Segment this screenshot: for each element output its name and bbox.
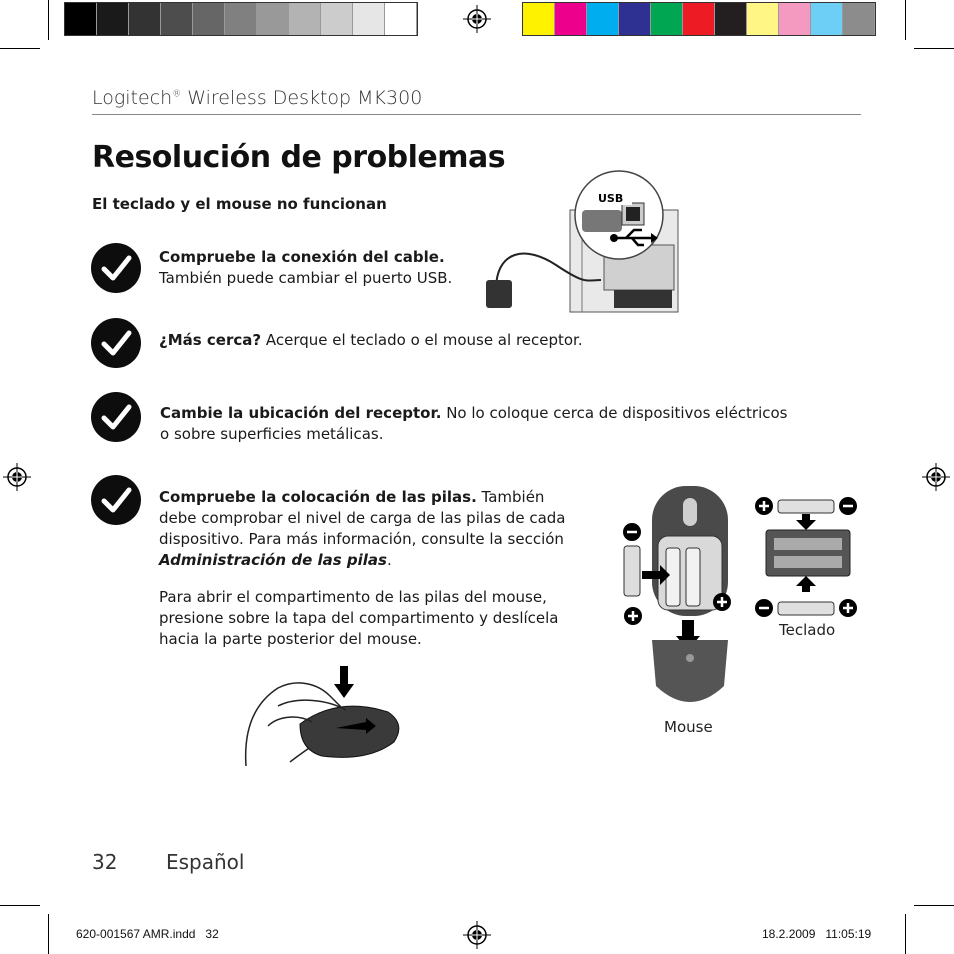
color-swatch (523, 3, 555, 35)
mouse-caption: Mouse (664, 718, 713, 736)
color-swatch (779, 3, 811, 35)
color-swatch (97, 3, 129, 35)
keyboard-battery-illustration (752, 494, 862, 626)
color-swatch (321, 3, 353, 35)
color-swatch (811, 3, 843, 35)
crop-mark (0, 48, 40, 49)
color-swatch (385, 3, 417, 35)
troubleshoot-item-receptor: Cambie la ubicación del receptor. No lo coloque cerca de dispositivos eléctricos o sobre superficies metálicas. (160, 404, 788, 443)
battery-section-link[interactable]: Administración de las pilas (159, 551, 387, 569)
crop-mark (48, 914, 49, 954)
usb-label: USB (598, 192, 624, 205)
keyboard-caption: Teclado (779, 621, 836, 639)
footer-language: Español (166, 850, 245, 874)
battery-instructions: Para abrir el compartimento de las pilas del mouse, presione sobre la tapa del compartimento y deslícela hacia la parte posterior del mouse. (159, 588, 559, 648)
slug-file-info: 620-001567 AMR.indd 32 (76, 927, 219, 941)
crop-mark (48, 0, 49, 40)
process-color-bar (522, 2, 876, 36)
crop-mark (905, 914, 906, 954)
running-header: Logitech® Wireless Desktop MK300 (92, 87, 423, 109)
checkmark-icon (91, 318, 141, 368)
usb-connection-illustration (486, 170, 682, 315)
color-swatch (747, 3, 779, 35)
color-swatch (289, 3, 321, 35)
color-swatch (225, 3, 257, 35)
color-swatch (587, 3, 619, 35)
troubleshoot-item-batteries: Compruebe la colocación de las pilas. También debe comprobar el nivel de carga de las pilas de cada dispositivo. Para más información, consulte la sección Administración de las pilas. (159, 488, 566, 569)
color-swatch (651, 3, 683, 35)
color-swatch (715, 3, 747, 35)
troubleshoot-item-closer: ¿Más cerca? Acerque el teclado o el mouse al receptor. (159, 331, 583, 349)
color-swatch (353, 3, 385, 35)
section-subtitle: El teclado y el mouse no funcionan (92, 195, 387, 213)
slug-datetime: 18.2.2009 11:05:19 (762, 927, 872, 941)
header-divider (92, 114, 861, 115)
color-swatch (193, 3, 225, 35)
registration-mark-icon (463, 921, 491, 949)
checkmark-icon (91, 243, 141, 293)
troubleshoot-item-cable: Compruebe la conexión del cable. También puede cambiar el puerto USB. (159, 248, 453, 287)
color-swatch (555, 3, 587, 35)
registration-mark-icon (463, 5, 491, 33)
crop-mark (0, 905, 40, 906)
color-swatch (619, 3, 651, 35)
color-swatch (843, 3, 875, 35)
checkmark-icon (91, 392, 141, 442)
color-swatch (257, 3, 289, 35)
crop-mark (905, 0, 906, 40)
color-swatch (65, 3, 97, 35)
crop-mark (914, 905, 954, 906)
crop-mark (914, 48, 954, 49)
color-swatch (683, 3, 715, 35)
page-title: Resolución de problemas (92, 140, 506, 175)
grayscale-color-bar (64, 2, 418, 36)
hand-opening-mouse-illustration (238, 666, 404, 774)
checkmark-icon (91, 475, 141, 525)
page-number: 32 (92, 850, 118, 874)
color-swatch (129, 3, 161, 35)
registration-mark-icon (922, 463, 950, 491)
registration-mark-icon (3, 463, 31, 491)
color-swatch (161, 3, 193, 35)
mouse-battery-illustration (616, 486, 736, 716)
